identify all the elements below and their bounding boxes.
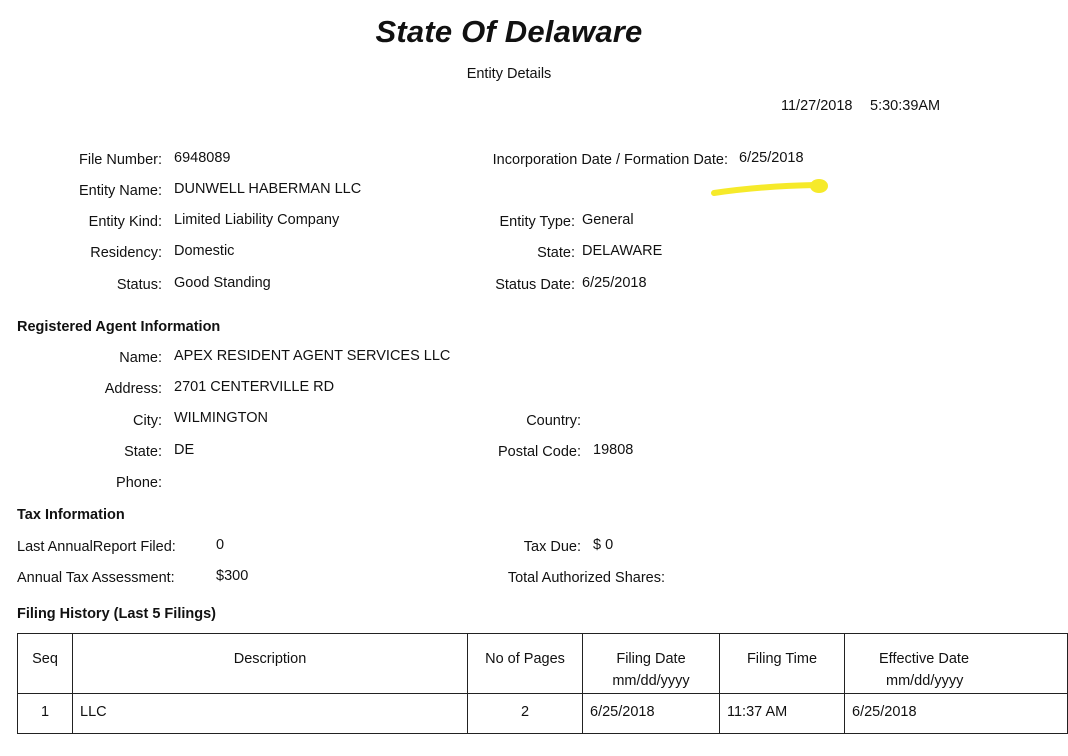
- entity-kind-label: Entity Kind:: [88, 214, 162, 230]
- annual-tax-label: Annual Tax Assessment:: [17, 570, 175, 586]
- cell-pages: 2: [468, 694, 583, 734]
- page-subtitle: Entity Details: [466, 66, 552, 82]
- agent-address-value: 2701 CENTERVILLE RD: [174, 379, 335, 395]
- annual-tax-value: $300: [216, 568, 249, 584]
- agent-address-label: Address:: [104, 381, 162, 397]
- agent-postal-code-label: Postal Code:: [497, 444, 581, 460]
- highlighter-mark: [712, 172, 830, 202]
- total-shares-label: Total Authorized Shares:: [507, 570, 665, 586]
- agent-city-value: WILMINGTON: [174, 410, 268, 426]
- table-header-row: [18, 634, 1068, 694]
- entity-type-label: Entity Type:: [499, 214, 575, 230]
- last-annual-report-value: 0: [216, 537, 225, 553]
- cell-filing-time: 11:37 AM: [720, 694, 845, 734]
- tax-due-label: Tax Due:: [523, 539, 581, 555]
- column-header-effective-date: Effective Date mm/dd/yyyy: [845, 634, 1068, 694]
- cell-effective-date: 6/25/2018: [845, 694, 1068, 734]
- entity-type-value: General: [582, 212, 634, 228]
- agent-postal-code-value: 19808: [593, 442, 634, 458]
- last-annual-report-label: Last AnnualReport Filed:: [17, 539, 176, 555]
- status-date-value: 6/25/2018: [582, 275, 647, 291]
- agent-country-label: Country:: [526, 413, 581, 429]
- cell-filing-date: 6/25/2018: [583, 694, 720, 734]
- entity-kind-value: Limited Liability Company: [174, 212, 340, 228]
- filing-history-table: [17, 633, 1068, 734]
- column-header-seq: Seq: [18, 634, 73, 694]
- entity-name-label: Entity Name:: [79, 183, 162, 199]
- state-label: State:: [537, 245, 575, 261]
- column-header-filing-time: Filing Time: [720, 634, 845, 694]
- status-date-label: Status Date:: [495, 277, 575, 293]
- agent-section-heading: Registered Agent Information: [17, 319, 221, 335]
- status-value: Good Standing: [174, 275, 271, 291]
- column-header-filing-date: Filing Date mm/dd/yyyy: [583, 634, 720, 694]
- residency-value: Domestic: [174, 243, 235, 259]
- tax-due-value: $ 0: [593, 537, 614, 553]
- incorporation-date-value: 6/25/2018: [739, 150, 804, 166]
- agent-state-label: State:: [124, 444, 162, 460]
- agent-name-label: Name:: [119, 350, 162, 366]
- residency-label: Residency:: [90, 245, 162, 261]
- state-value: DELAWARE: [582, 243, 663, 259]
- agent-state-value: DE: [174, 442, 195, 458]
- file-number-value: 6948089: [174, 150, 231, 166]
- file-number-label: File Number:: [79, 152, 162, 168]
- table-row: [18, 694, 1068, 734]
- agent-phone-label: Phone:: [116, 475, 162, 491]
- cell-description: LLC: [73, 694, 468, 734]
- incorporation-date-label: Incorporation Date / Formation Date:: [492, 152, 728, 168]
- agent-name-value: APEX RESIDENT AGENT SERVICES LLC: [174, 348, 451, 364]
- page-title: State Of Delaware: [375, 14, 643, 49]
- entity-name-value: DUNWELL HABERMAN LLC: [174, 181, 362, 197]
- report-date: 11/27/2018: [781, 98, 853, 114]
- filings-section-heading: Filing History (Last 5 Filings): [17, 606, 216, 622]
- report-time: 5:30:39AM: [870, 98, 941, 114]
- tax-section-heading: Tax Information: [17, 507, 125, 523]
- column-header-pages: No of Pages: [468, 634, 583, 694]
- status-label: Status:: [116, 277, 162, 293]
- column-header-description: Description: [73, 634, 468, 694]
- agent-city-label: City:: [133, 413, 162, 429]
- cell-seq: 1: [18, 694, 73, 734]
